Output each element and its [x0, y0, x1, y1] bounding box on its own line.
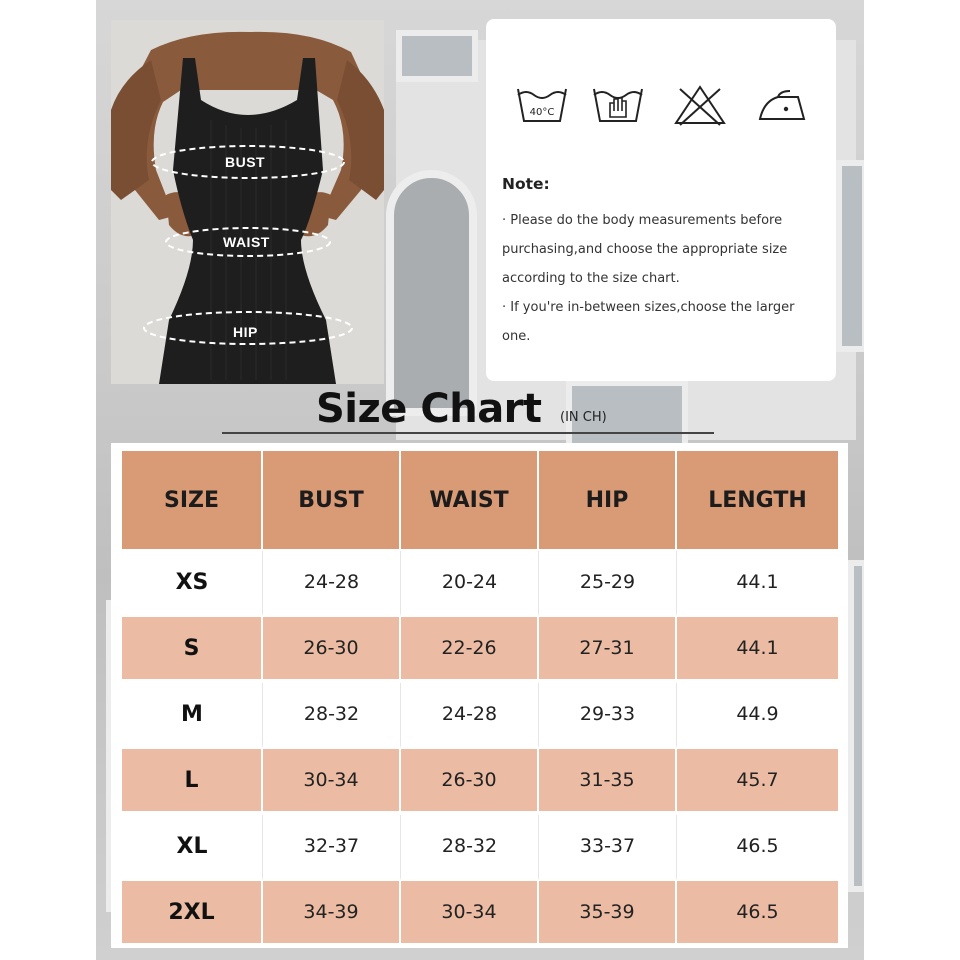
bust-cell: 24-28 [263, 551, 401, 617]
waist-cell: 26-30 [401, 749, 539, 815]
size-table [122, 451, 838, 947]
waist-label: WAIST [223, 234, 270, 250]
table-row [122, 815, 838, 881]
hip-cell: 31-35 [539, 749, 677, 815]
table-row [122, 683, 838, 749]
length-cell: 44.1 [677, 617, 838, 683]
length-cell: 46.5 [677, 815, 838, 881]
model-photo [111, 20, 384, 384]
hip-cell: 29-33 [539, 683, 677, 749]
bust-cell: 28-32 [263, 683, 401, 749]
size-cell: M [122, 683, 263, 749]
header-length: LENGTH [677, 451, 838, 551]
wash-40c-icon [514, 81, 570, 129]
note-text [502, 206, 826, 351]
hip-cell: 27-31 [539, 617, 677, 683]
waist-cell: 20-24 [401, 551, 539, 617]
header-bust: BUST [263, 451, 401, 551]
size-cell: S [122, 617, 263, 683]
hip-cell: 33-37 [539, 815, 677, 881]
bust-label: BUST [225, 154, 266, 170]
size-cell: XS [122, 551, 263, 617]
hip-cell: 25-29 [539, 551, 677, 617]
table-row [122, 881, 838, 947]
table-row [122, 749, 838, 815]
note-line-1: · Please do the body measurements before purchasing,and choose the appropriate size according to the size chart. [502, 213, 788, 286]
size-chart-title: Size Chart [316, 386, 542, 432]
header-waist: WAIST [401, 451, 539, 551]
size-cell: XL [122, 815, 263, 881]
size-cell: 2XL [122, 881, 263, 947]
waist-cell: 24-28 [401, 683, 539, 749]
no-bleach-icon [672, 81, 728, 129]
note-line-2: · If you're in-between sizes,choose the larger one. [502, 300, 795, 344]
table-row [122, 617, 838, 683]
iron-low-icon [754, 81, 810, 129]
waist-cell: 30-34 [401, 881, 539, 947]
waist-cell: 22-26 [401, 617, 539, 683]
length-cell: 44.1 [677, 551, 838, 617]
title-underline [222, 432, 714, 434]
bust-cell: 30-34 [263, 749, 401, 815]
size-cell: L [122, 749, 263, 815]
length-cell: 46.5 [677, 881, 838, 947]
hip-label: HIP [233, 324, 258, 340]
header-size: SIZE [122, 451, 263, 551]
note-title: Note: [502, 175, 550, 193]
size-chart-unit: (IN CH) [560, 410, 607, 425]
length-cell: 45.7 [677, 749, 838, 815]
table-row [122, 551, 838, 617]
waist-cell: 28-32 [401, 815, 539, 881]
bust-cell: 34-39 [263, 881, 401, 947]
table-header-row [122, 451, 838, 551]
hip-cell: 35-39 [539, 881, 677, 947]
wash-temp-text: 40°C [529, 107, 555, 118]
bust-cell: 32-37 [263, 815, 401, 881]
hand-wash-icon [590, 81, 646, 129]
note-card [486, 19, 836, 381]
header-hip: HIP [539, 451, 677, 551]
bust-cell: 26-30 [263, 617, 401, 683]
length-cell: 44.9 [677, 683, 838, 749]
